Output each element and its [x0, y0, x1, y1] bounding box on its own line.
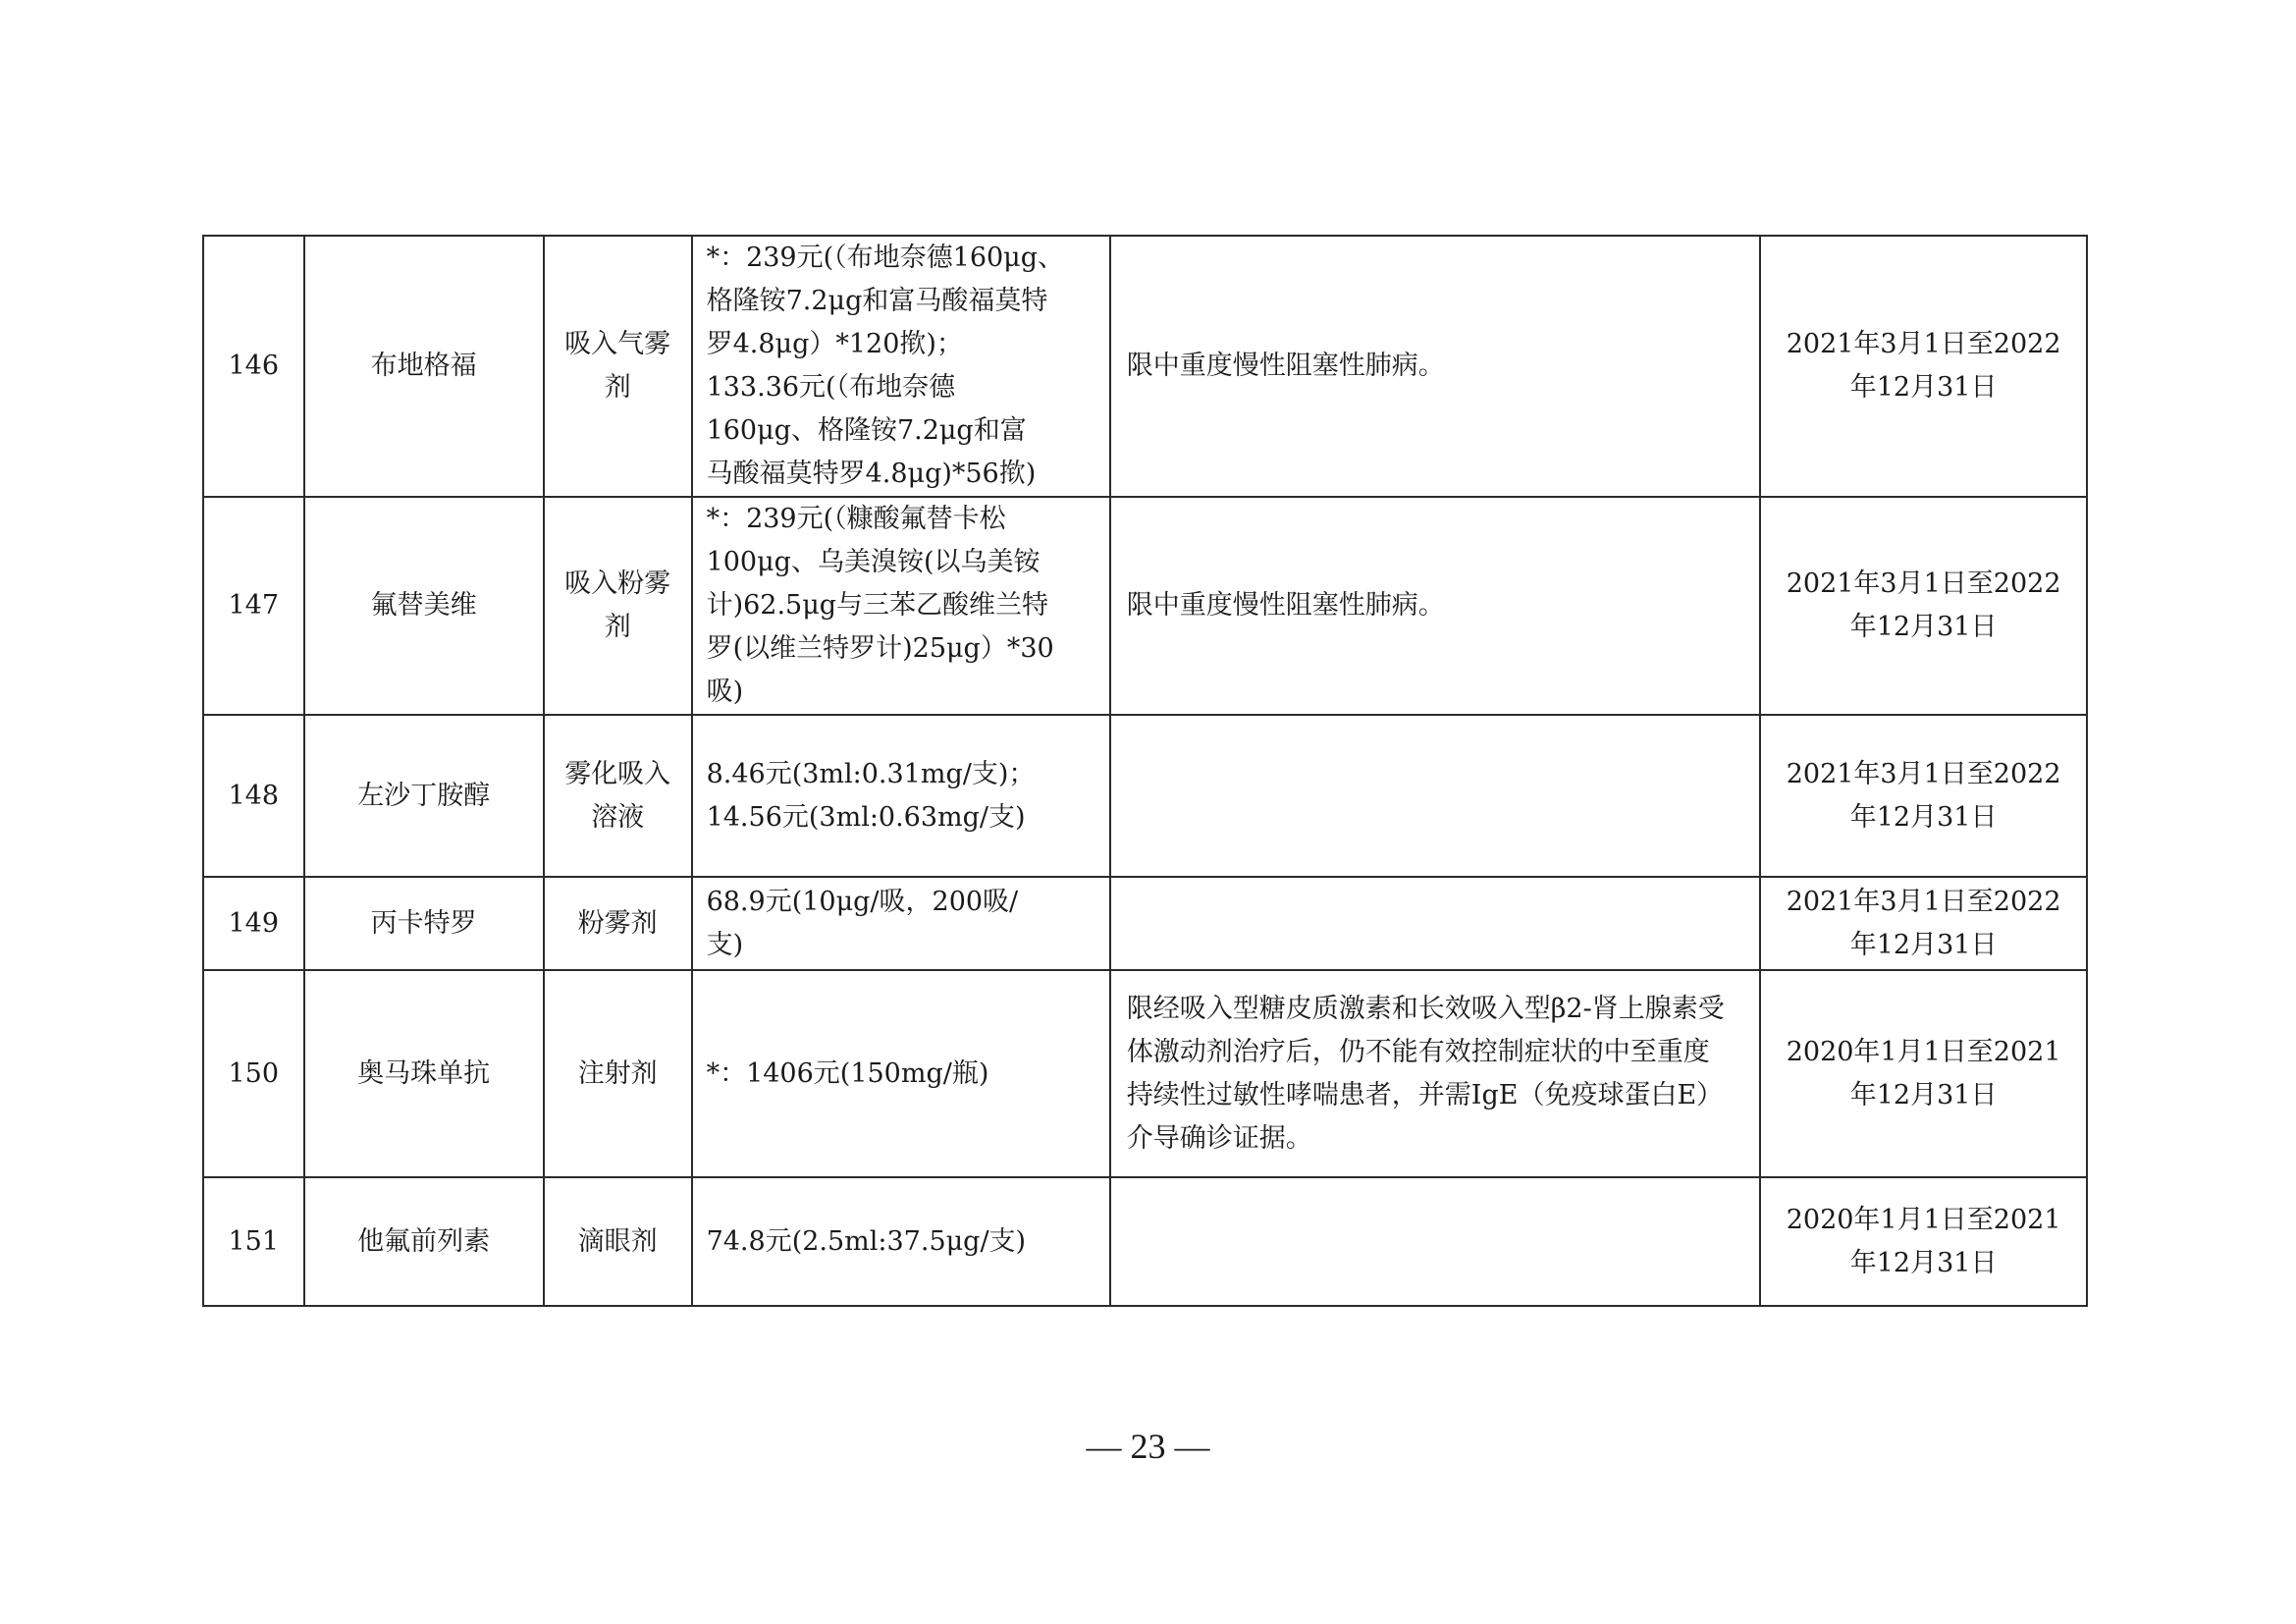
dosage-form [544, 970, 692, 1177]
price-line: 支) [706, 929, 744, 960]
table-row [203, 970, 2087, 1177]
price-line: 格隆铵7.2μg和富马酸福莫特 [706, 286, 1048, 316]
row-number: 146 [203, 236, 304, 497]
payment-standard [692, 970, 1110, 1177]
payment-standard [692, 1177, 1110, 1306]
price-line: 吸) [706, 677, 744, 707]
drug-name: 丙卡特罗 [304, 877, 544, 970]
dosage-form-line: 注射剂 [577, 1057, 658, 1089]
price-line: 马酸福莫特罗4.8μg)*56揿) [706, 459, 1037, 489]
dosage-form-line: 雾化吸入 [564, 758, 671, 789]
price-line: 8.46元(3ml:0.31mg/支)； [706, 758, 1036, 789]
price-line: 罗(以维兰特罗计)25μg）*30 [706, 633, 1054, 664]
page-number: — 23 — [1086, 1427, 1210, 1466]
period-line: 年12月31日 [1849, 1079, 1998, 1110]
period-line: 2021年3月1日至2022 [1786, 886, 2061, 917]
price-line: 133.36元(（布地奈德 [706, 372, 956, 403]
note-line: 限中重度慢性阻塞性肺病。 [1126, 590, 1445, 621]
price-line: 14.56元(3ml:0.63mg/支) [706, 801, 1026, 833]
restriction-note [1110, 236, 1760, 497]
dosage-form-line: 粉雾剂 [577, 907, 658, 939]
dosage-form-line: 滴眼剂 [577, 1225, 658, 1257]
agreement-period [1760, 877, 2087, 970]
note-line: 体激动剂治疗后，仍不能有效控制症状的中至重度 [1126, 1036, 1710, 1067]
drug-name: 氟替美维 [304, 497, 544, 715]
restriction-note [1110, 970, 1760, 1177]
agreement-period [1760, 715, 2087, 877]
dosage-form-line: 吸入粉雾 [564, 568, 671, 599]
note-line: 限中重度慢性阻塞性肺病。 [1126, 351, 1445, 381]
table-row [203, 497, 2087, 715]
dosage-form-line: 吸入气雾 [564, 329, 671, 359]
price-line: *：239元(（糠酸氟替卡松 [706, 504, 1006, 534]
row-number: 148 [203, 715, 304, 877]
restriction-note [1110, 1177, 1760, 1306]
period-line: 年12月31日 [1849, 929, 1998, 960]
dosage-form [544, 1177, 692, 1306]
period-line: 年12月31日 [1849, 612, 1998, 642]
agreement-period [1760, 970, 2087, 1177]
table-row [203, 715, 2087, 877]
price-line: 100μg、乌美溴铵(以乌美铵 [706, 547, 1041, 577]
note-line: 介导确诊证据。 [1126, 1122, 1312, 1154]
note-line: 持续性过敏性哮喘患者，并需IgE（免疫球蛋白E） [1126, 1079, 1724, 1110]
price-line: 罗4.8μg）*120揿)； [706, 329, 963, 359]
note-line: 限经吸入型糖皮质激素和长效吸入型β2-肾上腺素受 [1126, 993, 1725, 1024]
period-line: 年12月31日 [1849, 801, 1998, 833]
period-line: 2021年3月1日至2022 [1786, 568, 2061, 599]
agreement-period [1760, 497, 2087, 715]
payment-standard [692, 236, 1110, 497]
restriction-note [1110, 497, 1760, 715]
price-line: *：239元(（布地奈德160μg、 [706, 243, 1065, 273]
row-number: 151 [203, 1177, 304, 1306]
dosage-form [544, 236, 692, 497]
payment-standard [692, 497, 1110, 715]
period-line: 2020年1月1日至2021 [1786, 1036, 2061, 1067]
payment-standard [692, 715, 1110, 877]
dosage-form-line: 溶液 [591, 801, 645, 833]
price-line: 160μg、格隆铵7.2μg和富 [706, 415, 1027, 446]
period-line: 2021年3月1日至2022 [1786, 758, 2061, 789]
drug-name: 布地格福 [304, 236, 544, 497]
drug-name: 左沙丁胺醇 [304, 715, 544, 877]
table-row [203, 236, 2087, 497]
period-line: 2020年1月1日至2021 [1786, 1204, 2061, 1235]
table-row [203, 877, 2087, 970]
agreement-period [1760, 1177, 2087, 1306]
dosage-form [544, 715, 692, 877]
period-line: 年12月31日 [1849, 1247, 1998, 1278]
dosage-form [544, 877, 692, 970]
period-line: 2021年3月1日至2022 [1786, 329, 2061, 359]
restriction-note [1110, 877, 1760, 970]
dosage-form-line: 剂 [604, 612, 631, 642]
dosage-form-line: 剂 [604, 372, 631, 403]
agreement-period [1760, 236, 2087, 497]
period-line: 年12月31日 [1849, 372, 1998, 403]
row-number: 150 [203, 970, 304, 1177]
price-line: 68.9元(10μg/吸，200吸/ [706, 886, 1019, 917]
row-number: 149 [203, 877, 304, 970]
drug-name: 他氟前列素 [304, 1177, 544, 1306]
drug-list-table [202, 235, 2088, 1307]
payment-standard [692, 877, 1110, 970]
price-line: *：1406元(150mg/瓶) [706, 1057, 989, 1089]
price-line: 计)62.5μg与三苯乙酸维兰特 [706, 590, 1049, 621]
drug-name: 奥马珠单抗 [304, 970, 544, 1177]
price-line: 74.8元(2.5ml:37.5μg/支) [706, 1225, 1027, 1257]
restriction-note [1110, 715, 1760, 877]
row-number: 147 [203, 497, 304, 715]
dosage-form [544, 497, 692, 715]
table-row [203, 1177, 2087, 1306]
